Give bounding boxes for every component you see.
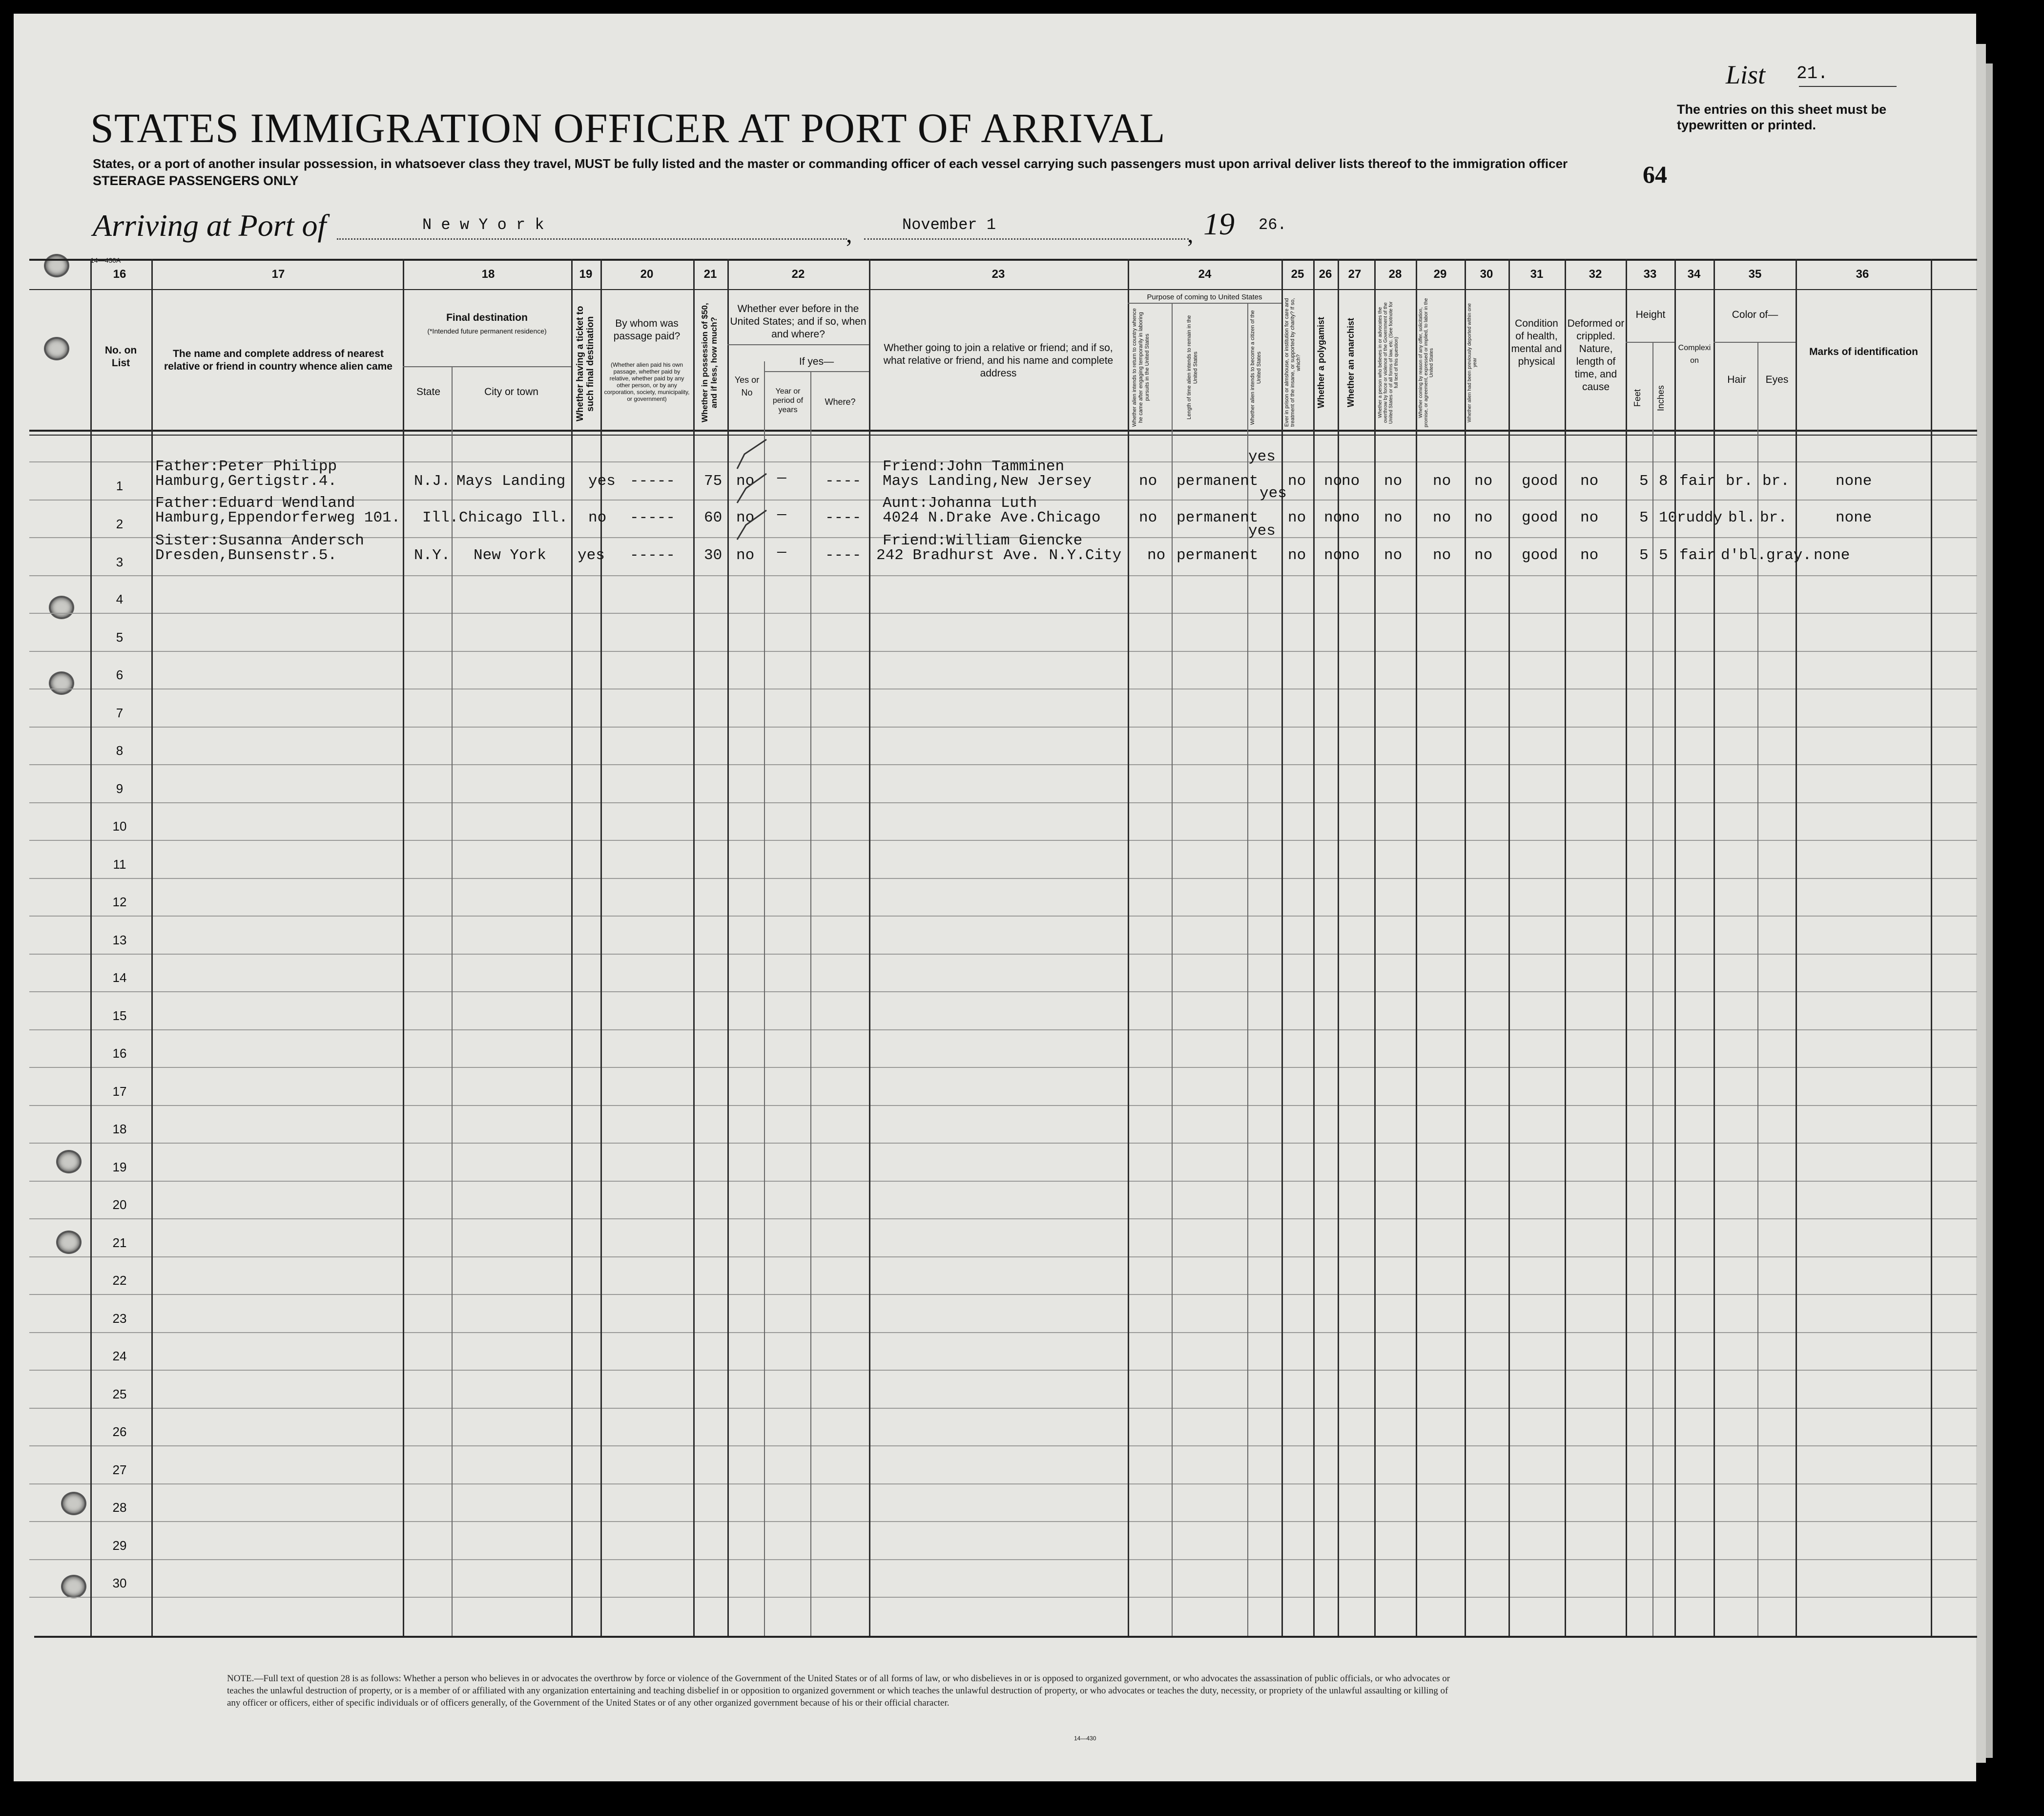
col-line <box>90 259 92 1636</box>
header-final-destination-note: (*Intended future permanent residence) <box>427 327 547 335</box>
health: good <box>1522 547 1558 564</box>
dest-state: N.Y. <box>414 547 451 564</box>
row-rule <box>29 1256 1977 1257</box>
row-rule <box>29 727 1977 728</box>
row-number: 25 <box>112 1386 127 1401</box>
row-rule <box>29 1521 1977 1522</box>
row-number: 21 <box>112 1235 127 1250</box>
header-before-us: Whether ever before in the United States; and if so, when and where? <box>730 303 867 340</box>
header-q30: Whether alien had been previously deported within one year <box>1467 303 1478 422</box>
binder-hole <box>61 1575 86 1598</box>
col-number: 23 <box>991 268 1005 281</box>
relative-name: Father:Peter Philipp <box>155 458 337 475</box>
money: 60 <box>704 509 723 526</box>
row-rule <box>29 1483 1977 1484</box>
row-rule <box>29 1218 1977 1219</box>
header-passage-note: (Whether alien paid his own passage, whether paid by relative, whether paid by any other person, or by any corporation, society, municipality, or government) <box>604 361 690 402</box>
col-line <box>1128 259 1129 1636</box>
header-prison: Ever in prison or almshouse, or institution for care and treatment of the insane, or supported by charity? If so, which? <box>1284 298 1301 427</box>
col-line <box>1757 342 1758 1636</box>
col-number: 30 <box>1480 268 1493 281</box>
relative-name: Father:Eduard Wendland <box>155 495 355 512</box>
col-line <box>1172 303 1173 1636</box>
header-marks: Marks of identification <box>1809 346 1918 357</box>
header-final-destination: Final destination <box>446 312 528 323</box>
header-purpose-c: Whether alien intends to become a citizen of the United States <box>1250 310 1262 425</box>
health: good <box>1522 473 1558 490</box>
col-line <box>1281 259 1283 1636</box>
row-rule <box>29 1029 1977 1030</box>
row-rule <box>29 575 1977 576</box>
row-rule <box>29 954 1977 955</box>
col-line <box>810 371 811 1636</box>
relative-address: Hamburg,Eppendorferweg 101. <box>155 509 401 526</box>
col-number: 18 <box>481 268 495 281</box>
col-number: 17 <box>271 268 285 281</box>
form-number: 14—430A <box>90 256 121 264</box>
ticket: yes <box>578 547 605 564</box>
footnote: NOTE.—Full text of question 28 is as follows: Whether a person who believes in or advocates the overthrow by force or violence of the Government of the United States or of all forms of law, or who disbelieves in or is opposed to organized government, or who advocates the assassination of public officials, or who advocates or teaches the unlawful destruction of property, or is a member of or affiliated with any organization entertaining and teaching disbelief in or opposition to organized government or which teaches the unlawful destruction of property, or who advocates or teaches the duty, necessity, or propriety of the unlawful assaulting or killing of any officer or officers, either of specific individuals or of officers generally, of the Government of the United States or of any other organized government because of his or their official character. <box>227 1673 1450 1708</box>
col-line <box>1508 259 1510 1636</box>
pen-marks <box>732 435 776 557</box>
row-rule <box>29 1408 1977 1409</box>
joining-address: 242 Bradhurst Ave. N.Y.City <box>876 547 1122 564</box>
footer-form-number: 14—430 <box>1074 1735 1096 1742</box>
col-line <box>151 259 153 1636</box>
row-rule <box>29 916 1977 917</box>
relative-address: Hamburg,Gertigstr.4. <box>155 473 337 490</box>
relative-name: Sister:Susanna Andersch <box>155 532 364 549</box>
year-period: — <box>777 544 786 561</box>
col-line <box>1626 259 1627 1636</box>
header-year-period: Year or period of years <box>772 387 804 414</box>
subheader-rule <box>764 371 869 372</box>
intend-return: no <box>1139 509 1157 526</box>
row-rule <box>29 1067 1977 1068</box>
marks: none <box>1836 473 1872 490</box>
joining-name: Aunt:Johanna Luth <box>883 495 1037 512</box>
header-money: Whether in possession of $50, and if less, how much? <box>700 303 719 422</box>
col-number: 24 <box>1198 268 1212 281</box>
header-purpose-b: Length of time alien intends to remain in the United States <box>1186 315 1198 420</box>
col-line <box>1416 259 1417 1636</box>
row-number: 14 <box>112 970 127 985</box>
header-joining: Whether going to join a relative or friend; and if so, what relative or friend, and his name and complete address <box>883 342 1114 379</box>
column-number-rule <box>29 289 1977 290</box>
anarchist: no <box>1342 473 1360 490</box>
col-number: 21 <box>703 268 717 281</box>
col-line <box>600 259 602 1636</box>
header-purpose-a: Whether alien intends to return to country whence he came after engaging temporarily in laboring pursuits in the United States <box>1132 308 1150 427</box>
arrival-date: November 1 <box>902 216 996 234</box>
col-line <box>1465 259 1466 1636</box>
height-inches: 5 <box>1659 547 1668 564</box>
col-number: 36 <box>1856 268 1869 281</box>
polygamist: no <box>1324 547 1342 564</box>
dest-city: Mays Landing <box>456 473 566 490</box>
ticket: yes <box>588 473 616 490</box>
q28: no <box>1384 547 1403 564</box>
col-number: 25 <box>1291 268 1304 281</box>
header-passage: By whom was passage paid? <box>613 318 681 342</box>
table-bottom-rule <box>34 1636 1977 1638</box>
binder-hole <box>56 1231 82 1254</box>
header-feet: Feet <box>1632 389 1642 407</box>
header-yes-no: Yes or No <box>734 375 760 397</box>
row-rule <box>29 1445 1977 1446</box>
before-us: no <box>736 509 755 526</box>
row-number: 17 <box>112 1084 127 1099</box>
year-prefix: 19 <box>1203 207 1235 241</box>
row-number: 9 <box>116 781 124 796</box>
row-number: 1 <box>116 479 124 493</box>
row-rule <box>29 840 1977 841</box>
col-line <box>1565 259 1566 1636</box>
col-line <box>1714 259 1715 1636</box>
row-rule <box>29 1332 1977 1333</box>
height-inches: 10 <box>1659 509 1677 526</box>
header-inches: Inches <box>1656 385 1666 411</box>
row-number: 5 <box>116 629 124 645</box>
length-of-stay: permanent <box>1177 509 1259 526</box>
header-bottom-rule <box>29 430 1977 432</box>
comma: , <box>1187 220 1194 248</box>
header-q28: Whether a person who believes in or advocates the overthrow by force or violence of the Government of the United States or of all forms of law, etc. (See footnote for full text of this question) <box>1378 301 1399 424</box>
row-number: 20 <box>112 1197 127 1212</box>
joining-name: Friend:John Tamminen <box>883 458 1065 475</box>
page-edge <box>1976 44 1986 1763</box>
col-line <box>1674 259 1676 1636</box>
ticket: no <box>588 509 607 526</box>
header-ticket: Whether having a ticket to such final destination <box>575 306 596 422</box>
form-subtitle: States, or a port of another insular possession, in whatsoever class they travel, MUST be fully listed and the master or commanding officer of each vessel carrying such passengers must upon arrival deliver lists thereof to the immigration officer <box>93 156 1568 171</box>
where: ---- <box>825 509 862 526</box>
row-number: 28 <box>112 1500 127 1515</box>
binder-hole <box>49 596 74 619</box>
col-line <box>452 366 453 1636</box>
col-number: 31 <box>1530 268 1544 281</box>
row-rule <box>29 1559 1977 1560</box>
deformed: no <box>1580 509 1599 526</box>
table-top-rule <box>29 259 1977 261</box>
length-of-stay: permanent <box>1177 547 1259 564</box>
relative-address: Dresden,Bunsenstr.5. <box>155 547 337 564</box>
dest-state: N.J. <box>414 473 451 490</box>
port-value: N e w Y o r k <box>422 216 544 234</box>
paid-by: ----- <box>630 473 676 490</box>
binder-hole <box>56 1150 82 1173</box>
year-period: — <box>777 506 786 523</box>
col-line <box>1931 259 1932 1636</box>
header-q29: Whether coming by reason of any offer, solicitation, promise, or agreement, expressed or implied, to labor in the United States <box>1418 298 1434 427</box>
list-label: List <box>1726 60 1766 89</box>
prison: no <box>1288 509 1306 526</box>
header-deformed: Deformed or crippled. Nature, length of time, and cause <box>1567 318 1625 393</box>
row-number: 18 <box>112 1122 127 1136</box>
dest-city: Chicago Ill. <box>459 509 568 526</box>
row-rule <box>29 802 1977 803</box>
height-feet: 5 <box>1639 473 1649 490</box>
q29: no <box>1433 473 1451 490</box>
intend-citizen: yes <box>1248 448 1276 465</box>
row-rule <box>29 878 1977 879</box>
paid-by: ----- <box>630 547 676 564</box>
joining-address: Mays Landing,New Jersey <box>883 473 1092 490</box>
joining-name: Friend:William Giencke <box>883 532 1083 549</box>
binder-hole <box>44 337 69 360</box>
header-no-on-list: No. on List <box>104 345 137 369</box>
col-number: 19 <box>579 268 593 281</box>
binder-hole <box>44 254 69 277</box>
q29: no <box>1433 509 1451 526</box>
deformed: no <box>1580 473 1599 490</box>
money: 30 <box>704 547 723 564</box>
header-if-yes: If yes— <box>799 356 834 367</box>
col-number: 22 <box>791 268 805 281</box>
anarchist: no <box>1342 547 1360 564</box>
row-number: 19 <box>112 1159 127 1174</box>
anarchist: no <box>1342 509 1360 526</box>
col-line <box>1313 259 1315 1636</box>
row-number: 22 <box>112 1273 127 1288</box>
col-line <box>571 259 573 1636</box>
q30: no <box>1474 473 1493 490</box>
deformed: no <box>1580 547 1599 564</box>
row-number: 7 <box>116 705 124 720</box>
row-rule <box>29 764 1977 765</box>
row-number: 23 <box>112 1311 127 1326</box>
complexion: ruddy <box>1677 509 1723 526</box>
col-line <box>869 259 870 1636</box>
col-line <box>1247 303 1248 1636</box>
before-us: no <box>736 547 755 564</box>
page-edge <box>1986 63 1993 1758</box>
col-number: 26 <box>1319 268 1332 281</box>
health: good <box>1522 509 1558 526</box>
date-line <box>864 238 1189 240</box>
prison: no <box>1288 473 1306 490</box>
marks: none <box>1814 547 1850 564</box>
q30: no <box>1474 509 1493 526</box>
hair-color: d'bl. <box>1721 547 1767 564</box>
subheader-rule <box>1128 303 1281 304</box>
col-number: 16 <box>113 268 126 281</box>
col-number: 35 <box>1748 268 1762 281</box>
length-of-stay: permanent <box>1177 473 1259 490</box>
page-number: 64 <box>1643 161 1667 188</box>
row-rule <box>29 1105 1977 1106</box>
row-number: 16 <box>112 1046 127 1061</box>
typewritten-notice: The entries on this sheet must be typewritten or printed. <box>1677 102 1887 132</box>
polygamist: no <box>1324 473 1342 490</box>
complexion: fair <box>1679 547 1716 564</box>
height-feet: 5 <box>1639 509 1649 526</box>
header-where: Where? <box>825 397 856 407</box>
complexion: fair <box>1679 473 1716 490</box>
q28: no <box>1384 473 1403 490</box>
header-color-of: Color of— <box>1732 309 1778 320</box>
row-number: 11 <box>113 856 126 872</box>
intend-citizen: yes <box>1259 485 1287 502</box>
height-inches: 8 <box>1659 473 1668 490</box>
port-line <box>337 238 847 240</box>
row-rule <box>29 613 1977 614</box>
col-line <box>727 259 729 1636</box>
binder-hole <box>61 1492 86 1515</box>
header-health: Condition of health, mental and physical <box>1511 318 1562 367</box>
header-purpose: Purpose of coming to United States <box>1147 293 1262 301</box>
col-line <box>693 259 695 1636</box>
col-number: 32 <box>1589 268 1602 281</box>
row-number: 12 <box>112 895 127 909</box>
row-number: 4 <box>116 592 124 606</box>
header-bottom-rule <box>29 435 1977 436</box>
row-rule <box>29 1143 1977 1144</box>
intend-return: no <box>1139 473 1157 490</box>
q29: no <box>1433 547 1451 564</box>
col-number: 29 <box>1433 268 1447 281</box>
list-number: 21. <box>1796 63 1828 83</box>
row-rule <box>29 651 1977 652</box>
prison: no <box>1288 547 1306 564</box>
marks: none <box>1836 509 1872 526</box>
before-us: no <box>736 473 755 490</box>
row-number: 26 <box>112 1424 127 1439</box>
header-state: State <box>416 386 441 397</box>
subheader-rule <box>727 344 869 345</box>
eye-color: br. <box>1762 473 1790 490</box>
col-line <box>1796 259 1797 1636</box>
col-line <box>403 259 404 1636</box>
money: 75 <box>704 473 723 490</box>
hair-color: bl. <box>1728 509 1755 526</box>
row-rule <box>29 991 1977 992</box>
row-number: 13 <box>112 932 127 947</box>
subheader-rule <box>1714 342 1796 343</box>
paid-by: ----- <box>630 509 676 526</box>
row-number: 24 <box>112 1349 127 1363</box>
header-relative: The name and complete address of nearest relative or friend in country whence alien came <box>164 348 392 372</box>
row-number: 27 <box>112 1462 127 1477</box>
row-number: 15 <box>112 1008 127 1023</box>
joining-address: 4024 N.Drake Ave.Chicago <box>883 509 1101 526</box>
subheader-rule <box>403 366 571 367</box>
arriving-label: Arriving at Port of <box>93 208 327 243</box>
year-period: — <box>777 470 786 487</box>
where: ---- <box>825 473 862 490</box>
dest-state: Ill. <box>422 509 459 526</box>
binder-hole <box>49 671 74 695</box>
row-number: 30 <box>112 1576 127 1590</box>
list-underline <box>1799 86 1897 87</box>
dest-city: New York <box>474 547 546 564</box>
col-line <box>1652 342 1653 1636</box>
row-number: 29 <box>112 1538 127 1553</box>
col-line <box>1338 259 1339 1636</box>
row-number: 10 <box>112 819 127 834</box>
col-number: 28 <box>1388 268 1402 281</box>
eye-color: br. <box>1760 509 1787 526</box>
form-title: STATES IMMIGRATION OFFICER AT PORT OF ARRIVAL <box>90 104 1166 151</box>
row-number: 2 <box>116 517 124 531</box>
col-number: 34 <box>1687 268 1701 281</box>
passenger-class: STEERAGE PASSENGERS ONLY <box>93 173 299 188</box>
polygamist: no <box>1324 509 1342 526</box>
comma: , <box>846 220 852 248</box>
col-number: 20 <box>640 268 654 281</box>
header-polygamist: Whether a polygamist <box>1316 316 1326 409</box>
row-rule <box>29 1294 1977 1295</box>
height-feet: 5 <box>1639 547 1649 564</box>
year-suffix: 26. <box>1259 216 1287 234</box>
header-height: Height <box>1635 309 1666 320</box>
q30: no <box>1474 547 1493 564</box>
row-rule <box>29 1181 1977 1182</box>
eye-color: gray. <box>1766 547 1812 564</box>
header-anarchist: Whether an anarchist <box>1346 317 1356 408</box>
subheader-rule <box>1626 342 1674 343</box>
col-line <box>1374 259 1376 1636</box>
row-number: 3 <box>116 555 124 569</box>
row-number: 6 <box>116 668 124 682</box>
where: ---- <box>825 547 862 564</box>
col-number: 33 <box>1643 268 1657 281</box>
row-rule <box>29 1597 1977 1598</box>
header-city: City or town <box>484 386 538 397</box>
intend-return: no <box>1147 547 1166 564</box>
q28: no <box>1384 509 1403 526</box>
header-complexion: Complexion <box>1678 344 1711 365</box>
header-hair: Hair <box>1727 374 1746 385</box>
row-number: 8 <box>116 743 124 758</box>
col-number: 27 <box>1348 268 1362 281</box>
hair-color: br. <box>1726 473 1753 490</box>
row-rule <box>29 1370 1977 1371</box>
header-eyes: Eyes <box>1765 374 1789 385</box>
intend-citizen: yes <box>1248 522 1276 540</box>
